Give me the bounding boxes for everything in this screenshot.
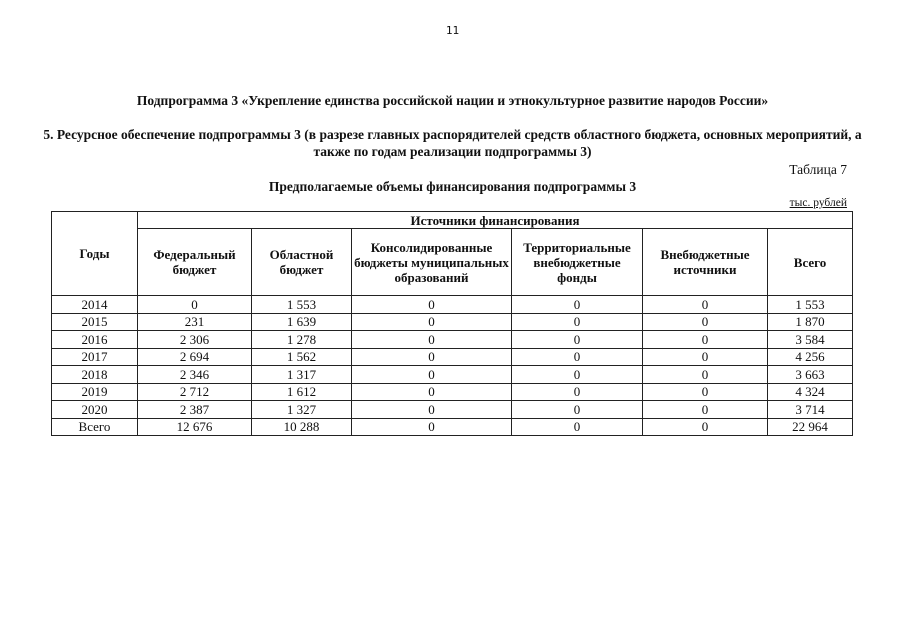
table-row	[52, 366, 853, 384]
territorial-funds-cell: 0	[512, 331, 643, 349]
extrabudgetary-cell: 0	[643, 383, 768, 401]
regional-cell: 1 553	[252, 296, 352, 314]
regional-cell: 1 612	[252, 383, 352, 401]
total-cell: 3 663	[768, 366, 853, 384]
column-header-territorial-funds: Территориальные внебюджетные фонды	[512, 229, 643, 296]
municipal-cell: 0	[352, 313, 512, 331]
year-cell: 2018	[52, 366, 138, 384]
extrabudgetary-cell: 0	[643, 348, 768, 366]
year-cell: 2020	[52, 401, 138, 419]
federal-cell: 0	[138, 296, 252, 314]
financing-table	[51, 211, 853, 436]
territorial-funds-cell: 0	[512, 296, 643, 314]
total-cell: 4 256	[768, 348, 853, 366]
total-cell: 3 584	[768, 331, 853, 349]
municipal-cell: 0	[352, 418, 512, 436]
units-note: тыс. рублей	[789, 197, 847, 209]
column-header-municipal: Консолидированные бюджеты муниципальных образований	[352, 229, 512, 296]
regional-cell: 10 288	[252, 418, 352, 436]
table-total-row	[52, 418, 853, 436]
regional-cell: 1 327	[252, 401, 352, 419]
extrabudgetary-cell: 0	[643, 331, 768, 349]
municipal-cell: 0	[352, 296, 512, 314]
year-cell: Всего	[52, 418, 138, 436]
municipal-cell: 0	[352, 366, 512, 384]
years-header: Годы	[52, 212, 138, 296]
territorial-funds-cell: 0	[512, 401, 643, 419]
total-cell: 4 324	[768, 383, 853, 401]
federal-cell: 2 306	[138, 331, 252, 349]
year-cell: 2017	[52, 348, 138, 366]
total-cell: 22 964	[768, 418, 853, 436]
regional-cell: 1 278	[252, 331, 352, 349]
federal-cell: 231	[138, 313, 252, 331]
territorial-funds-cell: 0	[512, 418, 643, 436]
table-header	[52, 212, 853, 296]
column-header-total: Всего	[768, 229, 853, 296]
table-row	[52, 348, 853, 366]
column-header-federal: Федеральный бюджет	[138, 229, 252, 296]
year-cell: 2019	[52, 383, 138, 401]
subprogram-title: Подпрограмма 3 «Укрепление единства российской нации и этнокультурное развитие народов России»	[136, 93, 769, 108]
section-heading: 5. Ресурсное обеспечение подпрограммы 3 (в разрезе главных распорядителей средств областного бюджета, основных мероприятий, а также по годам реализации подпрограммы 3)	[43, 127, 862, 159]
table-row	[52, 313, 853, 331]
column-header-extrabudgetary: Внебюджетные источники	[643, 229, 768, 296]
page-number: 11	[445, 24, 460, 37]
total-cell: 1 553	[768, 296, 853, 314]
territorial-funds-cell: 0	[512, 366, 643, 384]
territorial-funds-cell: 0	[512, 348, 643, 366]
municipal-cell: 0	[352, 401, 512, 419]
extrabudgetary-cell: 0	[643, 313, 768, 331]
regional-cell: 1 317	[252, 366, 352, 384]
federal-cell: 12 676	[138, 418, 252, 436]
extrabudgetary-cell: 0	[643, 296, 768, 314]
year-cell: 2016	[52, 331, 138, 349]
regional-cell: 1 562	[252, 348, 352, 366]
sources-header: Источники финансирования	[138, 212, 853, 229]
federal-cell: 2 694	[138, 348, 252, 366]
territorial-funds-cell: 0	[512, 383, 643, 401]
municipal-cell: 0	[352, 331, 512, 349]
federal-cell: 2 387	[138, 401, 252, 419]
table-number: Таблица 7	[789, 162, 847, 177]
table-caption: Предполагаемые объемы финансирования подпрограммы 3	[268, 179, 637, 194]
table-row	[52, 296, 853, 314]
federal-cell: 2 712	[138, 383, 252, 401]
federal-cell: 2 346	[138, 366, 252, 384]
year-cell: 2014	[52, 296, 138, 314]
table-body	[52, 296, 853, 436]
table-row	[52, 331, 853, 349]
municipal-cell: 0	[352, 348, 512, 366]
territorial-funds-cell: 0	[512, 313, 643, 331]
extrabudgetary-cell: 0	[643, 401, 768, 419]
extrabudgetary-cell: 0	[643, 418, 768, 436]
regional-cell: 1 639	[252, 313, 352, 331]
table-row	[52, 383, 853, 401]
extrabudgetary-cell: 0	[643, 366, 768, 384]
total-cell: 3 714	[768, 401, 853, 419]
total-cell: 1 870	[768, 313, 853, 331]
table-row	[52, 401, 853, 419]
year-cell: 2015	[52, 313, 138, 331]
column-header-regional: Областной бюджет	[252, 229, 352, 296]
municipal-cell: 0	[352, 383, 512, 401]
